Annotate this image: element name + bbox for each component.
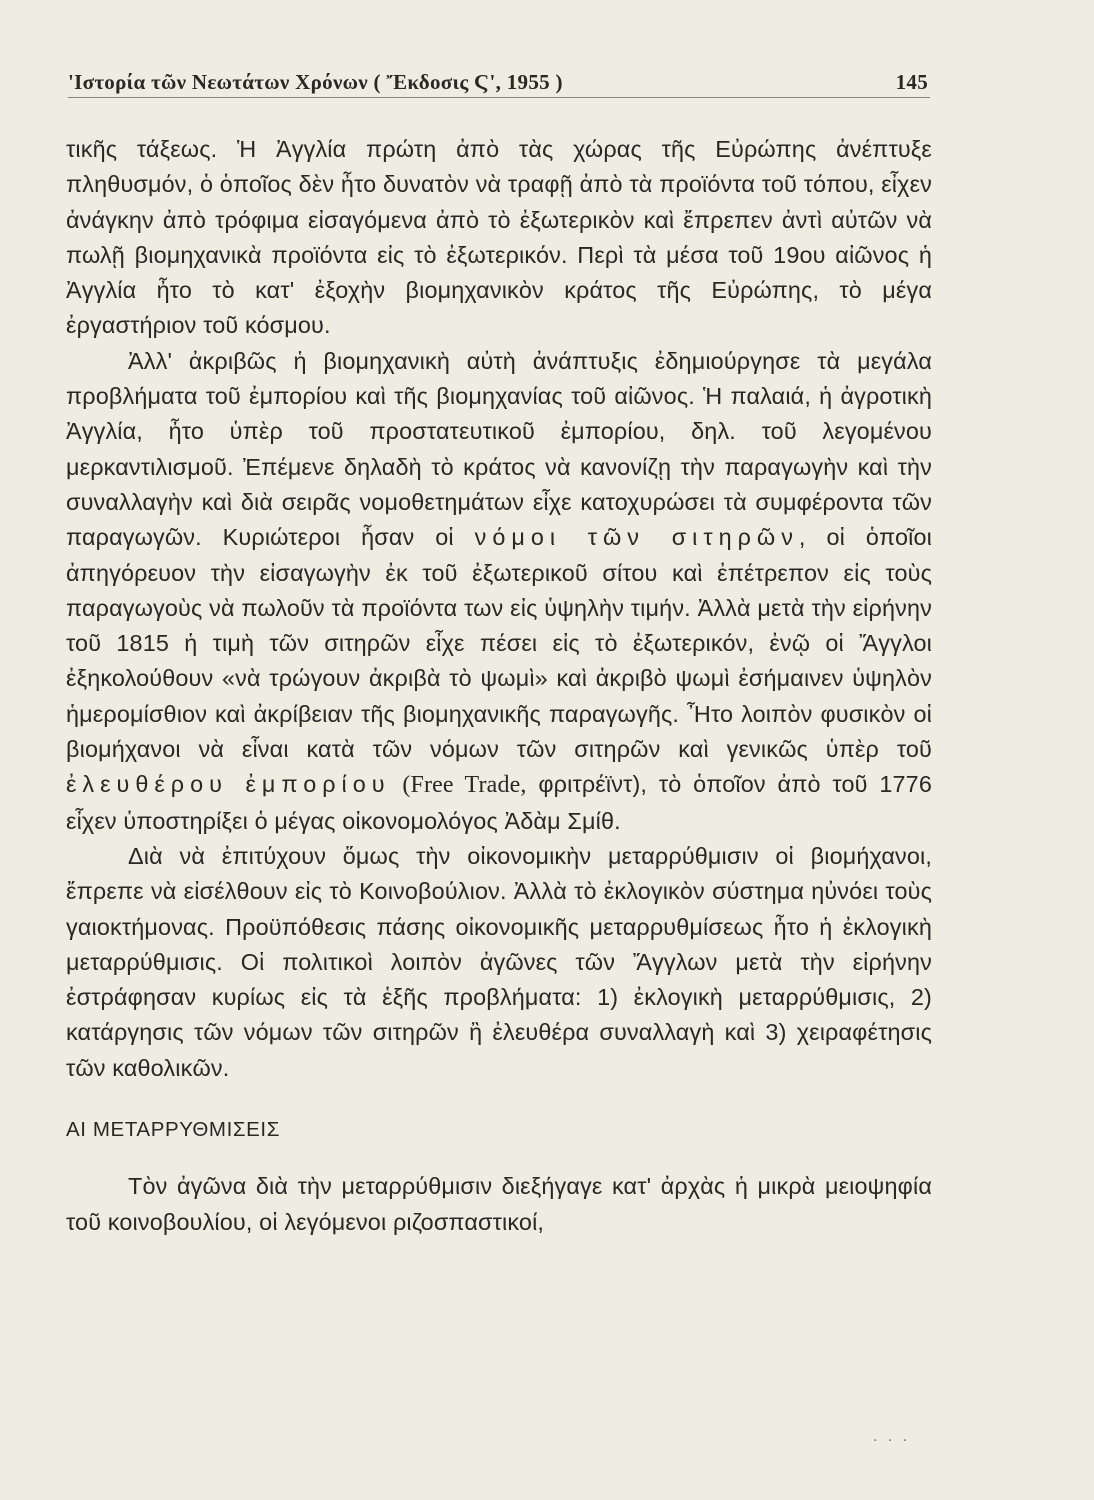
running-head bbox=[68, 70, 928, 95]
margin-mark: · · · bbox=[873, 1433, 911, 1449]
paragraph-2 bbox=[66, 344, 932, 839]
paragraph-2-part-3: φριτρέϊντ), τὸ ὁποῖον ἀπὸ τοῦ 1776 εἶχεν ὑποστηρίξει ὁ μέγας οἰκονομολόγος Ἀδὰμ Σμίθ. bbox=[66, 771, 932, 834]
body-text bbox=[66, 132, 932, 1240]
paragraph-2-part-1: Ἀλλ' ἀκριβῶς ἡ βιομηχανικὴ αὐτὴ ἀνάπτυξις ἐδημιούργησε τὰ μεγάλα προβλήματα τοῦ ἐμπορίου καὶ τῆς βιομηχανίας τοῦ αἰῶνος. Ἡ παλαιά, ἡ ἀγροτικὴ Ἀγγλία, ἦτο ὑπὲρ τοῦ προστατευτικοῦ ἐμπορίου, δηλ. τοῦ λεγομένου μερκαντιλισμοῦ. Ἐπέμενε δηλαδὴ τὸ κράτος νὰ κανονίζῃ τὴν παραγωγὴν καὶ τὴν συναλλαγὴν καὶ διὰ σειρᾶς νομοθετημάτων εἶχε κατοχυρώσει τὰ συμφέροντα τῶν παραγωγῶν. Κυριώτεροι ἦσαν οἱ bbox=[66, 347, 932, 551]
header-rule bbox=[68, 97, 930, 98]
emphasis-free-trade: ἐλευθέρου ἐμπορίου bbox=[66, 771, 391, 798]
running-title: 'Ιστορία τῶν Νεωτάτων Χρόνων ( Ἔκδοσις Ϛ', 1955 ) bbox=[68, 70, 563, 94]
paragraph-1: τικῆς τάξεως. Ἡ Ἀγγλία πρώτη ἀπὸ τὰς χώρας τῆς Εὐρώπης ἀνέπτυξε πληθυσμόν, ὁ ὁποῖος δὲν ἦτο δυνατὸν νὰ τραφῇ ἀπὸ τὰ προϊόντα τοῦ τόπου, εἶχεν ἀνάγκην ἀπὸ τρόφιμα εἰσαγόμενα ἀπὸ τὸ ἐξωτερικὸν καὶ ἔπρεπεν ἀντὶ αὐτῶν νὰ πωλῇ βιομηχανικὰ προϊόντα εἰς τὸ ἐξωτερικόν. Περὶ τὰ μέσα τοῦ 19ου αἰῶνος ἡ Ἀγγλία ἦτο τὸ κατ' ἐξοχὴν βιομηχανικὸν κράτος τῆς Εὐρώπης, τὸ μέγα ἐργαστήριον τοῦ κόσμου. bbox=[66, 136, 932, 339]
page-number: 145 bbox=[895, 70, 928, 94]
emphasis-corn-laws: νόμοι τῶν σιτηρῶν bbox=[474, 524, 799, 551]
latin-term-free-trade: (Free Trade, bbox=[402, 772, 527, 799]
paragraph-3: Διὰ νὰ ἐπιτύχουν ὅμως τὴν οἰκονομικὴν μεταρρύθμισιν οἱ βιομήχανοι, ἔπρεπε νὰ εἰσέλθουν εἰς τὸ Κοινοβούλιον. Ἀλλὰ τὸ ἐκλογικὸν σύστημα ηὐνόει τοὺς γαιοκτήμονας. Προϋπόθεσις πάσης οἰκονομικῆς μεταρρυθμίσεως ἦτο ἡ ἐκλογικὴ μεταρρύθμισις. Οἱ πολιτικοὶ λοιπὸν ἀγῶνες τῶν Ἄγγλων μετὰ τὴν εἰρήνην ἐστράφησαν κυρίως εἰς τὰ ἑξῆς προβλήματα: 1) ἐκλογικὴ μεταρρύθμισις, 2) κατάργησις τῶν νόμων τῶν σιτηρῶν ἢ ἐλευθέρα συναλλαγὴ καὶ 3) χειραφέτησις τῶν καθολικῶν. bbox=[66, 842, 932, 1081]
section-heading: ΑΙ ΜΕΤΑΡΡΥΘΜΙΣΕΙΣ bbox=[66, 1118, 280, 1142]
paragraph-4: Τὸν ἀγῶνα διὰ τὴν μεταρρύθμισιν διεξήγαγε κατ' ἀρχὰς ἡ μικρὰ μειοψηφία τοῦ κοινοβουλίου, οἱ λεγόμενοι ριζοσπαστικοί, bbox=[66, 1173, 932, 1235]
paragraph-2-part-2: , οἱ ὁποῖοι ἀπηγόρευον τὴν εἰσαγωγὴν ἐκ τοῦ ἐξωτερικοῦ σίτου καὶ ἐπέτρεπον εἰς τοὺς παραγωγοὺς νὰ πωλοῦν τὰ προϊόντα των εἰς ὑψηλὴν τιμήν. Ἀλλὰ μετὰ τὴν εἰρήνην τοῦ 1815 ἡ τιμὴ τῶν σιτηρῶν εἶχε πέσει εἰς τὸ ἐξωτερικόν, ἐνῷ οἱ Ἄγγλοι ἐξηκολούθουν «νὰ τρώγουν ἀκριβὰ τὸ ψωμὶ» καὶ ἀκριβὸ ψωμὶ ἐσήμαινεν ὑψηλὸν ἡμερομίσθιον καὶ ἀκρίβειαν τῆς βιομηχανικῆς παραγωγῆς. Ἦτο λοιπὸν φυσικὸν οἱ βιομήχανοι νὰ εἶναι κατὰ τῶν νόμων τῶν σιτηρῶν καὶ γενικῶς ὑπὲρ τοῦ bbox=[66, 524, 932, 763]
